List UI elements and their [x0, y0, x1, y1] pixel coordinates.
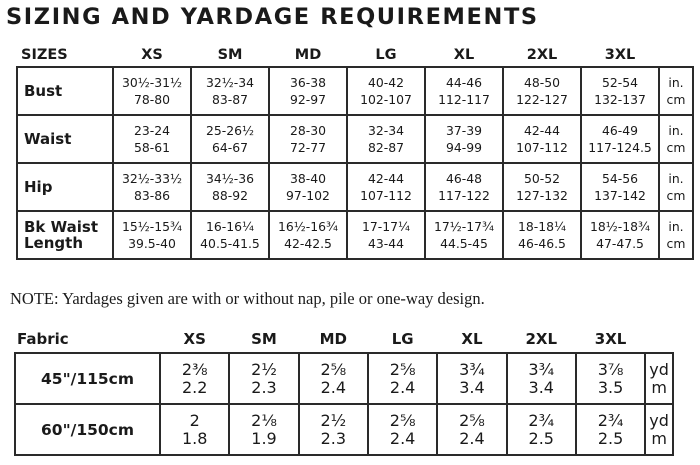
header-size-3xl: 3XL [594, 330, 627, 348]
header-size-xl: XL [461, 330, 483, 348]
value-imperial: 46-49 [601, 123, 638, 138]
value-imperial: 42-44 [367, 171, 404, 186]
yardage-value-cell [299, 353, 368, 404]
unit-label: cm [666, 236, 686, 251]
sizing-value-cell [425, 163, 503, 211]
value-imperial: 3⅞ [597, 359, 624, 379]
value-metric: 58-61 [133, 140, 170, 155]
row-label-line: Bust [24, 82, 63, 100]
sizing-value-cell [503, 67, 581, 115]
sizing-value-cell [191, 115, 269, 163]
value-metric: 97-102 [286, 188, 330, 203]
value-metric: 137-142 [594, 188, 646, 203]
unit-label: in. [668, 75, 684, 90]
sizing-row-label [17, 163, 113, 211]
yardage-unit-cell [645, 404, 673, 455]
value-metric: 3.4 [459, 377, 485, 397]
yardage-value-cell [160, 404, 229, 455]
value-metric: 83-86 [133, 188, 170, 203]
sizing-row [17, 211, 693, 259]
value-metric: 112-117 [438, 92, 490, 107]
sizing-row-label [17, 67, 113, 115]
value-metric: 107-112 [360, 188, 412, 203]
value-imperial: 16-16¼ [205, 219, 254, 234]
value-metric: 3.5 [597, 377, 624, 397]
yardage-row-label: 45"/115cm [15, 353, 160, 404]
value-metric: 78-80 [133, 92, 170, 107]
value-imperial: 32-34 [367, 123, 404, 138]
sizing-table [16, 44, 694, 260]
sizing-row [17, 115, 693, 163]
unit-label: cm [666, 92, 686, 107]
header-size-lg: LG [391, 330, 414, 348]
sizing-value-cell [269, 211, 347, 259]
sizing-value-cell [269, 115, 347, 163]
value-imperial: 2½ [251, 359, 277, 379]
yardage-value-cell [160, 353, 229, 404]
value-imperial: 3¾ [528, 359, 555, 379]
value-metric: 107-112 [516, 140, 568, 155]
row-label-line: Waist [24, 130, 72, 148]
unit-label: in. [668, 123, 684, 138]
sizing-row [17, 67, 693, 115]
header-size-md: MD [319, 330, 347, 348]
yardage-value-cell [507, 353, 576, 404]
sizing-value-cell [347, 163, 425, 211]
sizing-value-cell [269, 67, 347, 115]
sizing-value-cell [269, 163, 347, 211]
row-label-line: Length [24, 234, 83, 252]
value-imperial: 15½-15¾ [121, 219, 183, 234]
sizing-row [17, 163, 693, 211]
value-imperial: 18½-18¾ [589, 219, 651, 234]
header-size-xs: XS [183, 330, 206, 348]
sizing-value-cell [113, 67, 191, 115]
sizing-row-label [17, 211, 113, 259]
value-imperial: 17-17¼ [361, 219, 410, 234]
value-metric: 117-124.5 [588, 140, 652, 155]
value-metric: 2.4 [389, 428, 416, 448]
sizing-value-cell [113, 211, 191, 259]
value-imperial: 52-54 [601, 75, 638, 90]
yardage-note: NOTE: Yardages given are with or without nap, pile or one-way design. [10, 289, 485, 308]
sizing-unit-cell [659, 67, 693, 115]
value-metric: 82-87 [367, 140, 404, 155]
value-metric: 88-92 [211, 188, 248, 203]
value-imperial: 30½-31½ [121, 75, 183, 90]
yardage-unit-cell [645, 353, 673, 404]
value-metric: 42-42.5 [284, 236, 332, 251]
value-metric: 3.4 [528, 377, 554, 397]
value-imperial: 2⅛ [251, 410, 277, 430]
yardage-value-cell [299, 404, 368, 455]
value-imperial: 25-26½ [205, 123, 254, 138]
sizing-value-cell [503, 115, 581, 163]
value-imperial: 2⅝ [320, 359, 347, 379]
header-size-sm: SM [251, 330, 277, 348]
yardage-row [15, 353, 673, 404]
unit-label: m [651, 428, 667, 448]
value-imperial: 36-38 [289, 75, 326, 90]
value-imperial: 2⅜ [181, 359, 208, 379]
yardage-row [15, 404, 673, 455]
value-metric: 2.4 [320, 377, 347, 397]
value-metric: 46-46.5 [518, 236, 566, 251]
value-metric: 39.5-40 [128, 236, 176, 251]
value-metric: 92-97 [289, 92, 326, 107]
header-size-xl: XL [453, 47, 475, 63]
value-metric: 1.9 [251, 428, 277, 448]
sizing-value-cell [503, 163, 581, 211]
value-imperial: 3¾ [459, 359, 485, 379]
sizing-value-cell [503, 211, 581, 259]
value-metric: 2.2 [181, 377, 208, 397]
value-metric: 117-122 [438, 188, 490, 203]
header-size-sm: SM [217, 47, 243, 63]
row-label-line: Bk Waist [24, 218, 99, 236]
value-metric: 2.3 [251, 377, 277, 397]
sizing-value-cell [347, 211, 425, 259]
value-metric: 2.4 [459, 428, 485, 448]
header-sizes: SIZES [21, 47, 68, 63]
value-metric: 64-67 [211, 140, 248, 155]
header-size-2xl: 2XL [526, 47, 558, 63]
value-imperial: 34½-36 [205, 171, 254, 186]
unit-label: cm [666, 188, 686, 203]
value-imperial: 28-30 [289, 123, 326, 138]
sizing-value-cell [425, 67, 503, 115]
value-imperial: 2 [189, 410, 200, 430]
value-metric: 122-127 [516, 92, 568, 107]
header-size-lg: LG [375, 47, 397, 63]
value-imperial: 38-40 [289, 171, 326, 186]
value-metric: 2.4 [389, 377, 416, 397]
value-imperial: 48-50 [523, 75, 560, 90]
row-label-line: Hip [24, 178, 53, 196]
value-imperial: 2⅝ [459, 410, 485, 430]
value-metric: 1.8 [181, 428, 208, 448]
page-title: SIZING AND YARDAGE REQUIREMENTS [6, 4, 539, 30]
unit-label: in. [668, 171, 684, 186]
value-imperial: 2¾ [597, 410, 624, 430]
header-size-2xl: 2XL [525, 330, 558, 348]
value-metric: 102-107 [360, 92, 412, 107]
value-imperial: 2½ [320, 410, 347, 430]
sizing-value-cell [113, 163, 191, 211]
value-imperial: 44-46 [445, 75, 482, 90]
unit-label: yd [649, 359, 669, 379]
value-imperial: 54-56 [601, 171, 638, 186]
unit-label: cm [666, 140, 686, 155]
sizing-value-cell [581, 211, 659, 259]
value-imperial: 50-52 [523, 171, 560, 186]
value-imperial: 32½-34 [205, 75, 254, 90]
yardage-value-cell [576, 404, 645, 455]
yardage-row-label: 60"/150cm [15, 404, 160, 455]
sizing-value-cell [347, 67, 425, 115]
sizing-value-cell [191, 163, 269, 211]
header-size-md: MD [294, 47, 322, 63]
sizing-value-cell [113, 115, 191, 163]
value-imperial: 2⅝ [389, 359, 416, 379]
value-imperial: 2¾ [528, 410, 555, 430]
value-imperial: 23-24 [133, 123, 170, 138]
unit-label: m [651, 377, 667, 397]
unit-label: in. [668, 219, 684, 234]
value-metric: 40.5-41.5 [200, 236, 260, 251]
sizing-value-cell [191, 211, 269, 259]
sizing-row-label [17, 115, 113, 163]
unit-label: yd [649, 410, 669, 430]
value-metric: 2.3 [320, 428, 347, 448]
value-metric: 47-47.5 [596, 236, 644, 251]
yardage-value-cell [576, 353, 645, 404]
value-metric: 2.5 [528, 428, 554, 448]
yardage-value-cell [437, 404, 506, 455]
yardage-value-cell [437, 353, 506, 404]
yardage-header-row [15, 326, 673, 353]
yardage-value-cell [229, 404, 298, 455]
sizing-value-cell [581, 115, 659, 163]
sizing-value-cell [425, 211, 503, 259]
value-imperial: 32½-33½ [121, 171, 183, 186]
sizing-value-cell [425, 115, 503, 163]
value-metric: 2.5 [597, 428, 624, 448]
header-fabric: Fabric [17, 330, 69, 348]
value-imperial: 2⅝ [389, 410, 416, 430]
value-metric: 94-99 [445, 140, 482, 155]
value-imperial: 16½-16¾ [277, 219, 339, 234]
value-imperial: 37-39 [445, 123, 482, 138]
value-metric: 83-87 [211, 92, 248, 107]
sizing-unit-cell [659, 163, 693, 211]
value-metric: 127-132 [516, 188, 568, 203]
header-size-3xl: 3XL [604, 47, 636, 63]
value-imperial: 18-18¼ [517, 219, 566, 234]
yardage-value-cell [368, 353, 437, 404]
value-metric: 44.5-45 [440, 236, 488, 251]
value-imperial: 46-48 [445, 171, 482, 186]
sizing-value-cell [581, 163, 659, 211]
sizing-value-cell [347, 115, 425, 163]
sizing-header-row [17, 44, 693, 67]
yardage-value-cell [507, 404, 576, 455]
sizing-value-cell [581, 67, 659, 115]
value-metric: 132-137 [594, 92, 646, 107]
sizing-unit-cell [659, 211, 693, 259]
yardage-value-cell [229, 353, 298, 404]
value-metric: 43-44 [367, 236, 404, 251]
yardage-value-cell [368, 404, 437, 455]
value-imperial: 17½-17¾ [433, 219, 495, 234]
value-imperial: 42-44 [523, 123, 560, 138]
sizing-value-cell [191, 67, 269, 115]
value-metric: 72-77 [289, 140, 326, 155]
value-imperial: 40-42 [367, 75, 404, 90]
yardage-table [14, 326, 674, 456]
sizing-unit-cell [659, 115, 693, 163]
header-size-xs: XS [141, 47, 163, 63]
